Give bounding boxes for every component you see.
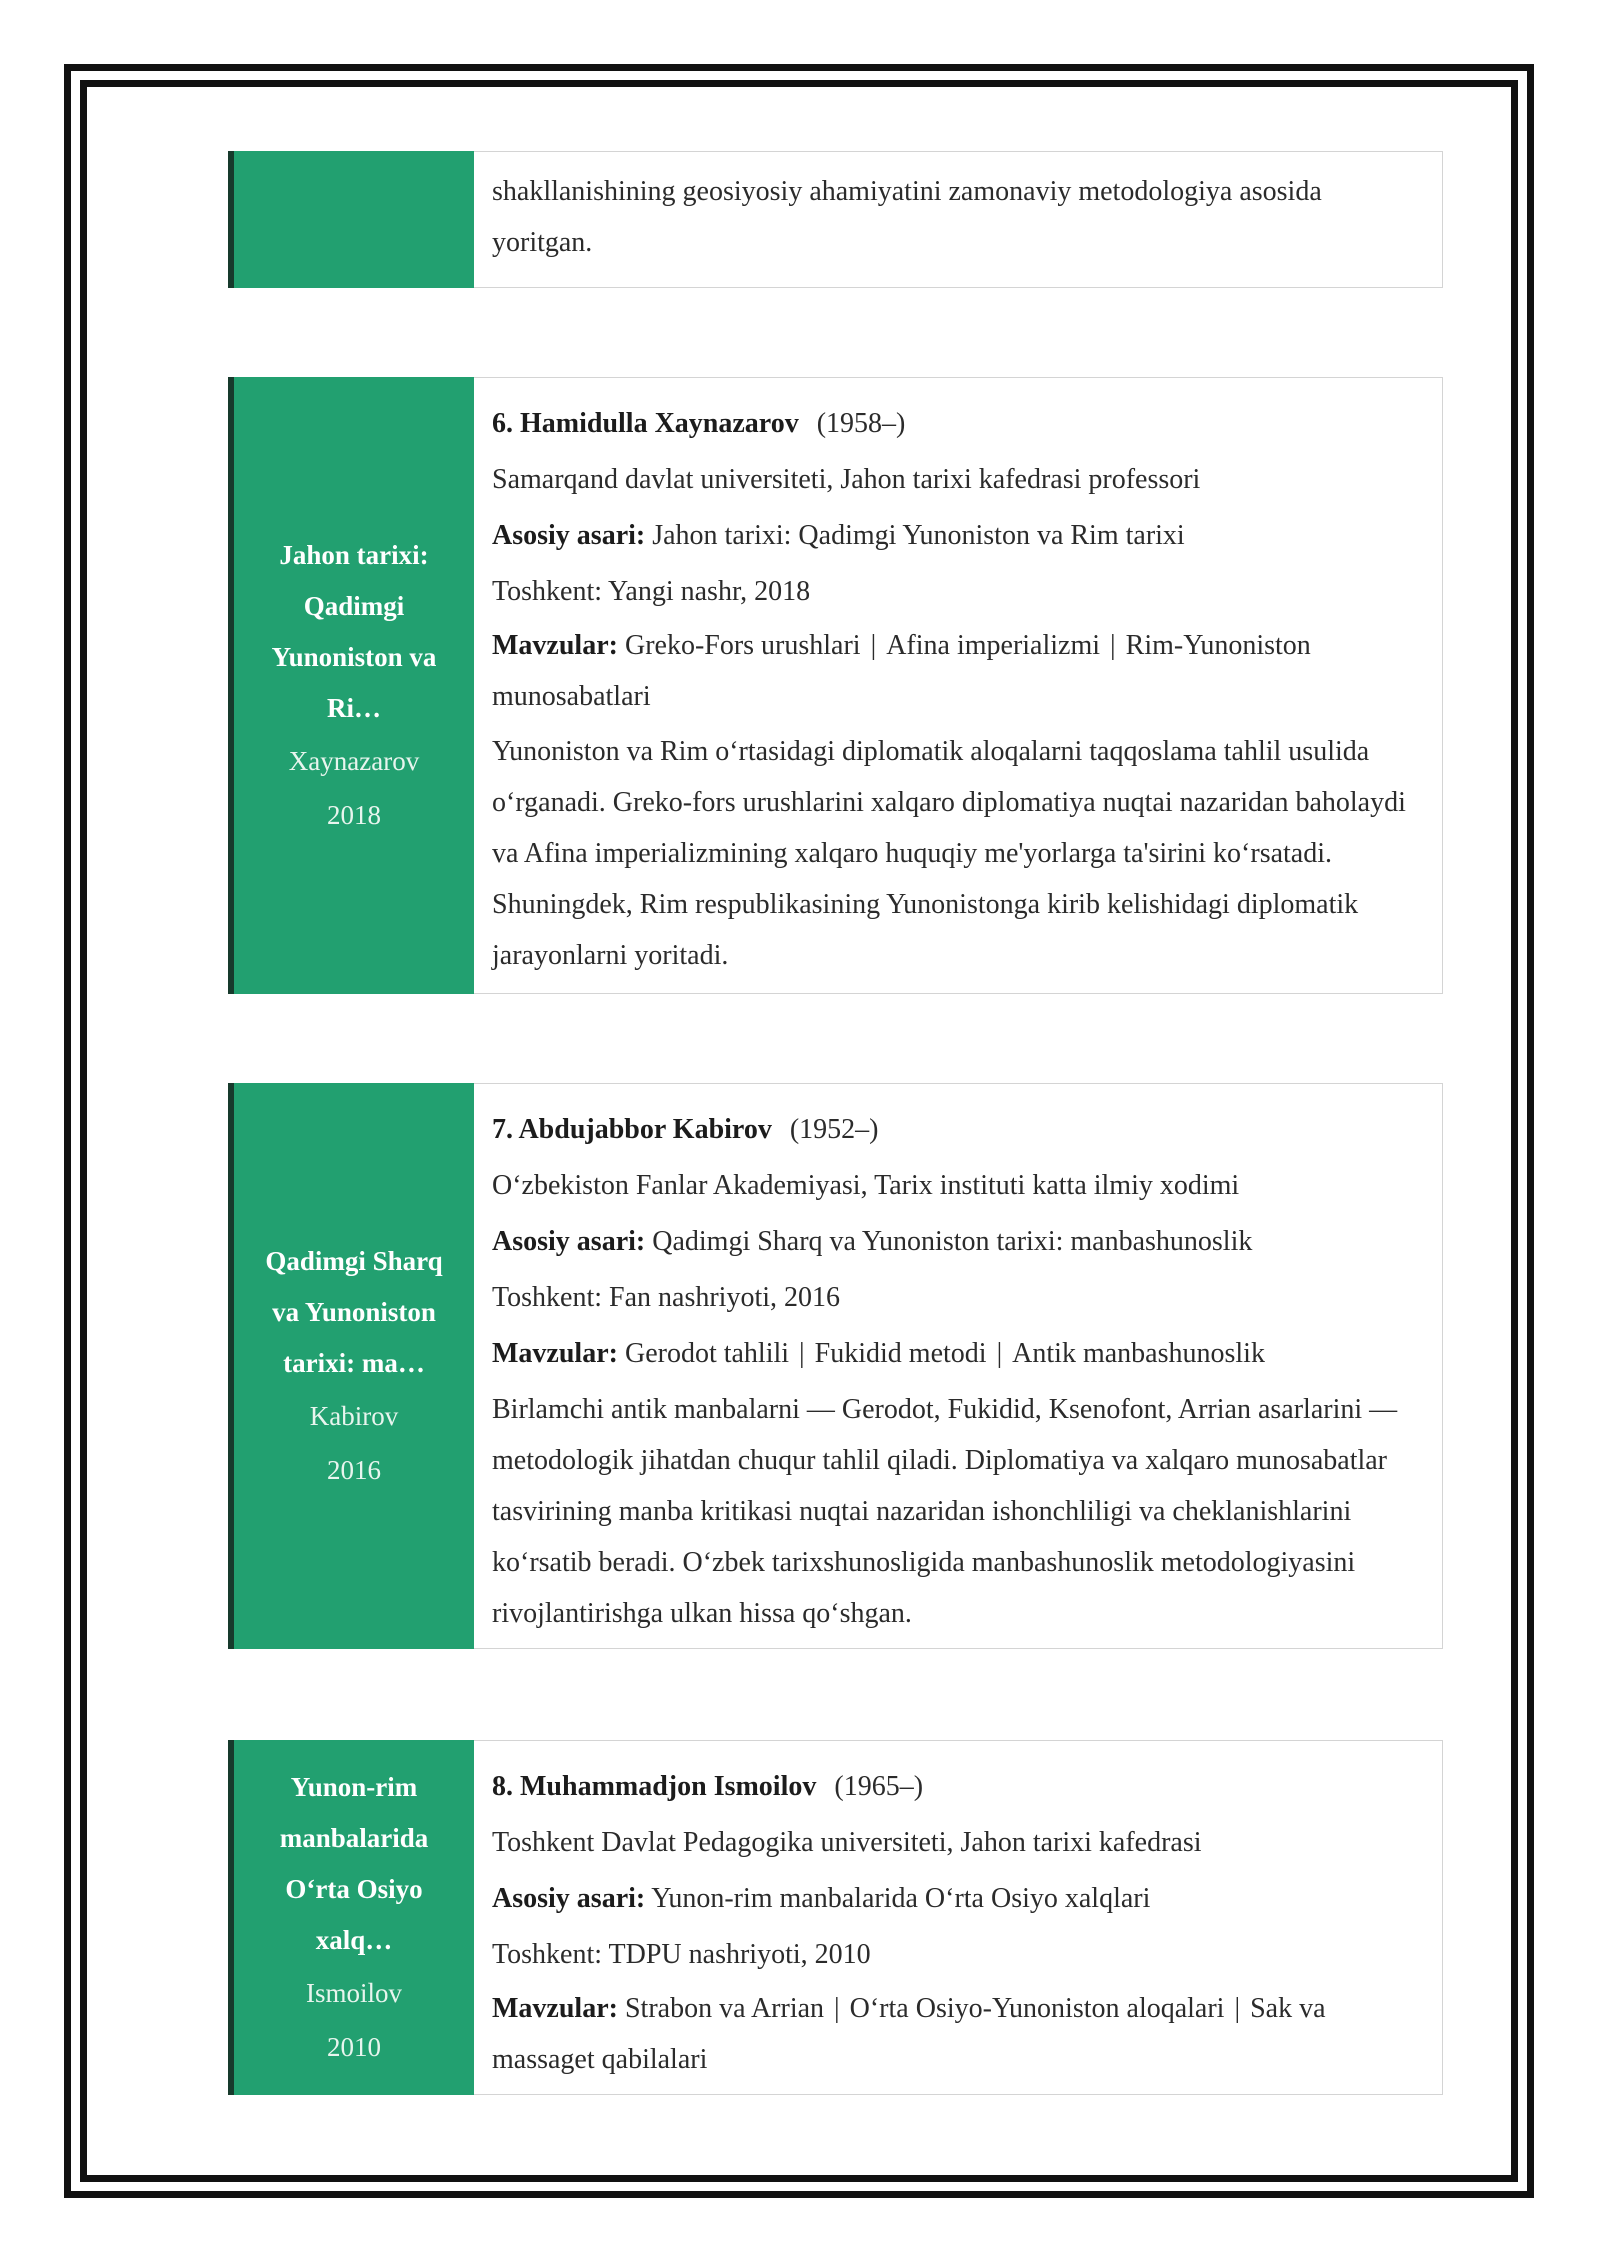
main-work: Qadimgi Sharq va Yunoniston tarixi: manbashunoslik bbox=[652, 1226, 1253, 1257]
topic: Strabon va Arrian bbox=[624, 1993, 825, 2024]
topics-label: Mavzular: bbox=[492, 1993, 618, 2024]
scholar-lifespan: (1952–) bbox=[789, 1114, 879, 1145]
sidebar-work-title: Qadimgi Sharq va Yunoniston tarixi: ma… bbox=[265, 1245, 443, 1378]
card-sidebar bbox=[228, 151, 474, 288]
topic: Sak va massaget qabilalari bbox=[492, 1993, 1326, 2075]
card-sidebar bbox=[228, 377, 474, 994]
scholar-card bbox=[228, 377, 1443, 994]
card-body bbox=[474, 151, 1443, 288]
scholar-card bbox=[228, 1083, 1443, 1649]
card-body: 8. Muhammadjon Ismoilov (1965–) Toshkent Davlat Pedagogika universiteti, Jahon tarixi kafedrasi Asosiy asari: Yunon-rim manbalarida O‘rta Osiyo xalqlari Toshkent: TDPU nashriyoti, 2010 Mavzular: Strabon va Arrian | O‘rta Osiyo-Yunoniston aloqalari | Sak va massaget qabilalari bbox=[474, 1740, 1443, 2095]
scholar-lifespan: (1958–) bbox=[816, 408, 906, 439]
topic: Afina imperializmi bbox=[886, 630, 1101, 661]
sidebar-work-title: Yunon-rim manbalarida O‘rta Osiyo xalq… bbox=[279, 1771, 429, 1955]
scholar-description: Birlamchi antik manbalarni — Gerodot, Fukidid, Ksenofont, Arrian asarlarini — metodologik jihatdan chuqur tahlil qiladi. Diplomatiya va xalqaro munosabatlar tasvirining manba kritikasi nuqtai nazaridan ishonchliligi va cheklanishlarini ko‘rsatib beradi. O‘zbek tarixshunosligida manbashunoslik metodologiyasini rivojlantirishga ulkan hissa qo‘shgan. bbox=[492, 1394, 1398, 1629]
topic: Gerodot tahlili bbox=[624, 1338, 790, 1369]
main-work: Jahon tarixi: Qadimgi Yunoniston va Rim tarixi bbox=[652, 520, 1185, 551]
card-sidebar bbox=[228, 1083, 474, 1649]
scholar-description: Yunoniston va Rim o‘rtasidagi diplomatik aloqalarni taqqoslama tahlil usulida o‘rganadi. Greko-fors urushlarini xalqaro diplomatiya nuqtai nazaridan baholaydi va Afina imperializmining xalqaro huquqiy me'yorlarga ta'sirini ko‘rsatadi. Shuningdek, Rim respublikasining Yunonistonga kirib kelishidagi diplomatik jarayonlarni yoritadi. bbox=[492, 736, 1406, 971]
sidebar-author: Xaynazarov bbox=[288, 745, 420, 776]
scholar-position: Samarqand davlat universiteti, Jahon tarixi kafedrasi professori bbox=[492, 464, 1201, 495]
sidebar-work-title: Jahon tarixi: Qadimgi Yunoniston va Ri… bbox=[271, 539, 437, 723]
topic: Antik manbashunoslik bbox=[1012, 1338, 1265, 1369]
topic: O‘rta Osiyo-Yunoniston aloqalari bbox=[849, 1993, 1225, 2024]
scholar-card bbox=[228, 1740, 1443, 2095]
topic: Greko-Fors urushlari bbox=[624, 630, 861, 661]
card-continuation-text: shakllanishining geosiyosiy ahamiyatini zamonaviy metodologiya asosida yoritgan. bbox=[492, 176, 1322, 258]
scholar-position: O‘zbekiston Fanlar Akademiyasi, Tarix instituti katta ilmiy xodimi bbox=[492, 1170, 1240, 1201]
sidebar-author: Ismoilov bbox=[305, 1977, 402, 2008]
scholar-position: Toshkent Davlat Pedagogika universiteti, Jahon tarixi kafedrasi bbox=[492, 1827, 1202, 1858]
work-label: Asosiy asari: bbox=[492, 520, 646, 551]
main-work: Yunon-rim manbalarida O‘rta Osiyo xalqlari bbox=[651, 1883, 1151, 1914]
scholar-lifespan: (1965–) bbox=[834, 1771, 924, 1802]
topic: Rim-Yunoniston munosabatlari bbox=[492, 630, 1311, 712]
work-label: Asosiy asari: bbox=[492, 1226, 646, 1257]
publisher: Toshkent: Yangi nashr, 2018 bbox=[492, 576, 811, 607]
publisher: Toshkent: Fan nashriyoti, 2016 bbox=[492, 1282, 841, 1313]
publisher: Toshkent: TDPU nashriyoti, 2010 bbox=[492, 1939, 871, 1970]
sidebar-year: 2010 bbox=[327, 2031, 381, 2062]
card-body: 7. Abdujabbor Kabirov (1952–) O‘zbekiston Fanlar Akademiyasi, Tarix instituti katta ilmiy xodimi Asosiy asari: Qadimgi Sharq va Yunoniston tarixi: manbashunoslik Toshkent: Fan nashriyoti, 2016 Mavzular: Gerodot tahlili | Fukidid metodi | Antik manbashunoslik Birlamchi antik manbalarni — Gerodot, Fukidid, Ksenofont, Arrian asarlarini — metodologik jihatdan chuqur tahlil qiladi. Diplomatiya va xalqaro munosabatlar tasvirining manba kritikasi nuqtai nazaridan ishonchliligi va cheklanishlarini ko‘rsatib beradi. O‘zbek tarixshunosligida manbashunoslik metodologiyasini rivojlantirishga ulkan hissa qo‘shgan. bbox=[474, 1083, 1443, 1649]
work-label: Asosiy asari: bbox=[492, 1883, 646, 1914]
card-body: 6. Hamidulla Xaynazarov (1958–) Samarqand davlat universiteti, Jahon tarixi kafedrasi professori Asosiy asari: Jahon tarixi: Qadimgi Yunoniston va Rim tarixi Toshkent: Yangi nashr, 2018 Mavzular: Greko-Fors urushlari | Afina imperializmi | Rim-Yunoniston munosabatlari Yunoniston va Rim o‘rtasidagi diplomatik aloqalarni taqqoslama tahlil usulida o‘rganadi. Greko-fors urushlarini xalqaro diplomatiya nuqtai nazaridan baholaydi va Afina imperializmining xalqaro huquqiy me'yorlarga ta'sirini ko‘rsatadi. Shuningdek, Rim respublikasining Yunonistonga kirib kelishidagi diplomatik jarayonlarni yoritadi. bbox=[474, 377, 1443, 994]
card-sidebar bbox=[228, 1740, 474, 2095]
sidebar-author: Kabirov bbox=[309, 1400, 399, 1431]
topics-label: Mavzular: bbox=[492, 1338, 618, 1369]
sidebar-year: 2016 bbox=[327, 1454, 381, 1485]
scholar-name: 8. Muhammadjon Ismoilov bbox=[492, 1771, 817, 1802]
scholar-name: 6. Hamidulla Xaynazarov bbox=[492, 408, 799, 439]
scholar-card-continued bbox=[228, 151, 1443, 288]
sidebar-year: 2018 bbox=[327, 799, 381, 830]
scholar-name: 7. Abdujabbor Kabirov bbox=[492, 1114, 772, 1145]
topic: Fukidid metodi bbox=[814, 1338, 987, 1369]
topics-label: Mavzular: bbox=[492, 630, 618, 661]
